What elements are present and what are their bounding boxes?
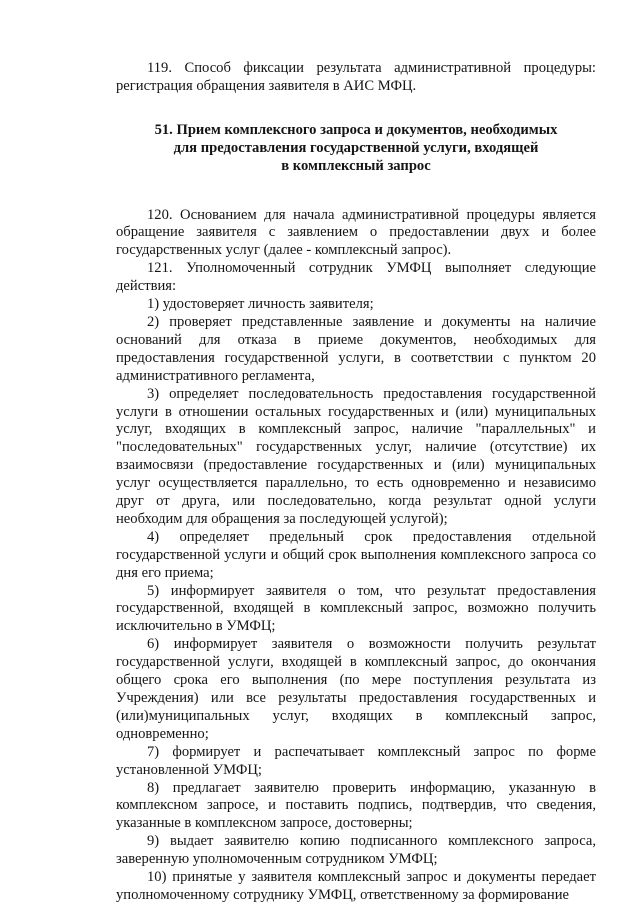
list-item-7: 7) формирует и распечатывает комплексный запрос по форме установленной УМФЦ; [116, 743, 596, 778]
list-item-2: 2) проверяет представленные заявление и документы на наличие оснований для отказа в приеме документов, необходимых для предоставления государственной услуги, в соответствии с пунктом 20 административного регламента, [116, 313, 596, 384]
list-item-10: 10) принятые у заявителя комплексный запрос и документы передает уполномоченному сотруднику УМФЦ, ответственному за формирование [116, 869, 596, 903]
section-heading-line-2: для предоставления государственной услуги, входящей [173, 139, 539, 156]
list-item-4: 4) определяет предельный срок предоставления отдельной государственной услуги и общий срок выполнения комплексного запроса со дня его приема; [116, 528, 596, 581]
section-heading-51 [116, 122, 596, 176]
paragraph-120: 120. Основанием для начала административной процедуры является обращение заявителя с заявлением о предоставлении двух и более государственных услуг (далее - комплексный запрос). [116, 206, 596, 259]
paragraph-119: 119. Способ фиксации результата административной процедуры: регистрация обращения заявителя в АИС МФЦ. [116, 60, 596, 94]
section-heading-line-3: в комплексный запрос [281, 157, 431, 174]
list-item-8: 8) предлагает заявителю проверить информацию, указанную в комплексном запросе, и поставить подпись, подтвердив, что сведения, указанные в комплексном запросе, достоверны; [116, 779, 596, 832]
list-item-1: 1) удостоверяет личность заявителя; [147, 296, 374, 313]
section-heading-line-1: 51. Прием комплексного запроса и документов, необходимых [154, 121, 558, 138]
paragraph-121: 121. Уполномоченный сотрудник УМФЦ выполняет следующие действия: [116, 260, 596, 295]
list-item-5: 5) информирует заявителя о том, что результат предоставления государственной, входящей в комплексный запрос, возможно получить исключительно в УМФЦ; [116, 582, 596, 635]
list-item-9: 9) выдает заявителю копию подписанного комплексного запроса, заверенную уполномоченным сотрудником УМФЦ; [116, 833, 596, 868]
list-item-6: 6) информирует заявителя о возможности получить результат государственной услуги, входящей в комплексный запрос, до окончания общего срока его выполнения (по мере поступления результата из Учреждения) или все результаты предоставления государственных и (или)муниципальных услуг, входящих в комплексный запрос, одновременно; [116, 636, 596, 742]
list-item-3: 3) определяет последовательность предоставления государственной услуги в отношении остальных государственных и (или) муниципальных услуг, входящих в комплексный запрос, наличие "параллельных" и "последовательных" государственных услуг, наличие (отсутствие) их взаимосвязи (предоставление государственных и (или) муниципальных услуг осуществляется параллельно, то есть одновременно и независимо друг от друга, или последовательно, когда результат одной услуги необходим для обращения за последующей услугой); [116, 385, 596, 527]
